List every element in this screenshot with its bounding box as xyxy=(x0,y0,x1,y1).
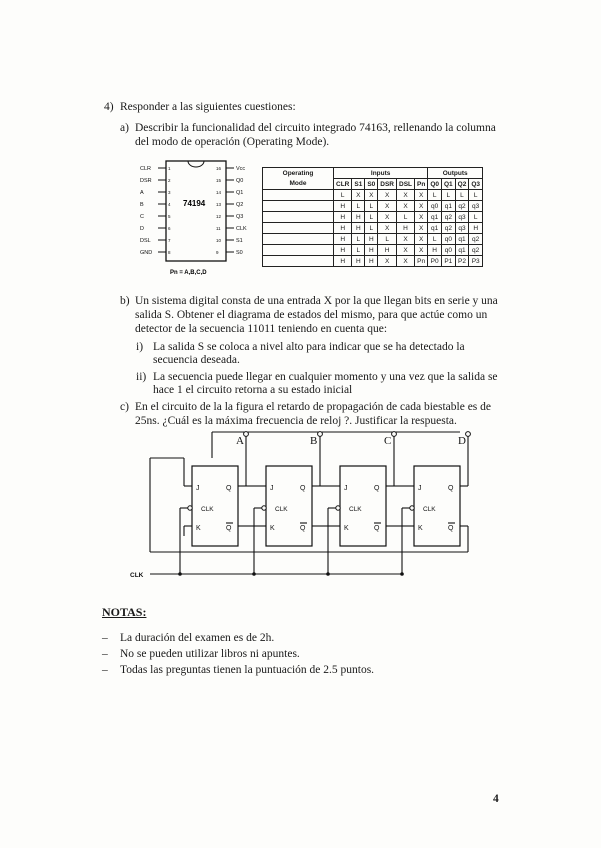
part-c-label: c) xyxy=(120,401,129,413)
output-terminal xyxy=(244,432,249,437)
table-cell: H xyxy=(334,234,352,245)
clock-inversion-bubble xyxy=(262,506,266,510)
part-a-label: a) xyxy=(120,122,129,134)
clock-inversion-bubble xyxy=(188,506,192,510)
ic-pin-number: 12 xyxy=(216,214,222,219)
table-subheader: DSL xyxy=(397,179,415,190)
jk-flipflop xyxy=(414,466,460,546)
ff-clk-label: CLK xyxy=(349,506,362,513)
ff-clk-label: CLK xyxy=(275,506,288,513)
ic-left-pin-label: DSR xyxy=(140,178,152,184)
table-cell: L xyxy=(469,212,483,223)
operating-mode-cell[interactable] xyxy=(263,201,334,212)
ic-left-pin-label: B xyxy=(140,202,144,208)
table-cell: X xyxy=(378,256,397,267)
ff-clk-label: CLK xyxy=(423,506,436,513)
table-subheader: S0 xyxy=(365,179,378,190)
table-cell: L xyxy=(428,190,442,201)
table-cell: L xyxy=(334,190,352,201)
ff-qbar-label: Q xyxy=(300,525,306,532)
ff-j-label: J xyxy=(344,485,348,492)
part-a-line1: Describir la funcionalidad del circuito integrado 74163, rellenando la columna xyxy=(135,122,496,134)
output-label-c: C xyxy=(384,435,392,447)
table-cell: q1 xyxy=(455,234,469,245)
table-cell: q2 xyxy=(441,212,455,223)
table-cell: L xyxy=(441,190,455,201)
part-b-line2: salida S. Obtener el diagrama de estados del mismo, para que actúe como un xyxy=(135,309,488,321)
ic-pin-number: 2 xyxy=(168,178,171,183)
jk-flipflop xyxy=(192,466,238,546)
table-cell: X xyxy=(397,234,415,245)
ic-left-pin-label: DSL xyxy=(140,238,151,244)
clk-input-label: CLK xyxy=(130,572,144,578)
table-cell: q3 xyxy=(455,212,469,223)
ff-q-label: Q xyxy=(226,485,232,492)
table-cell: q1 xyxy=(455,245,469,256)
table-row xyxy=(263,201,483,212)
table-cell: H xyxy=(352,223,365,234)
ic-pin-number: 9 xyxy=(216,250,219,255)
table-cell: L xyxy=(397,212,415,223)
ic-left-pin-label: CLR xyxy=(140,166,152,172)
ff-q-label: Q xyxy=(300,485,306,492)
ff-qbar-label: Q xyxy=(226,525,232,532)
question-number: 4) xyxy=(104,101,114,113)
operating-mode-cell[interactable] xyxy=(263,256,334,267)
table-cell: H xyxy=(428,245,442,256)
table-cell: L xyxy=(365,223,378,234)
ic-right-pin-label: S1 xyxy=(236,238,243,244)
note-bullet: – xyxy=(102,664,108,676)
table-cell: q0 xyxy=(428,201,442,212)
clock-inversion-bubble xyxy=(336,506,340,510)
table-cell: X xyxy=(415,201,428,212)
part-b-ii-label: ii) xyxy=(136,371,147,383)
col-operating: Operating xyxy=(263,168,334,179)
table-cell: L xyxy=(352,201,365,212)
operating-mode-table xyxy=(262,167,483,267)
table-cell: L xyxy=(455,190,469,201)
ff-j-label: J xyxy=(196,485,200,492)
table-cell: H xyxy=(334,245,352,256)
table-cell: q0 xyxy=(441,245,455,256)
ic-right-pin-label: CLK xyxy=(236,226,247,232)
ic-left-pin-label: C xyxy=(140,214,144,220)
part-b-i-label: i) xyxy=(136,341,144,353)
operating-mode-cell[interactable] xyxy=(263,190,334,201)
ic-pin-number: 3 xyxy=(168,190,171,195)
table-cell: L xyxy=(352,245,365,256)
ic-right-pin-label: S0 xyxy=(236,250,243,256)
ic-left-pin-label: D xyxy=(140,226,144,232)
operating-mode-cell[interactable] xyxy=(263,234,334,245)
table-row xyxy=(263,212,483,223)
table-cell: q1 xyxy=(428,212,442,223)
output-terminal xyxy=(318,432,323,437)
part-b-label: b) xyxy=(120,295,130,307)
note-item xyxy=(102,660,374,678)
part-b-i-line2: secuencia deseada. xyxy=(153,354,240,366)
output-label-d: D xyxy=(458,435,466,447)
table-subheader: Q0 xyxy=(428,179,442,190)
table-cell: H xyxy=(365,256,378,267)
operating-mode-cell[interactable] xyxy=(263,223,334,234)
table-cell: L xyxy=(352,234,365,245)
table-cell: H xyxy=(469,223,483,234)
ic-74194-body xyxy=(166,161,226,261)
table-cell: Pn xyxy=(415,256,428,267)
table-subheader: Q3 xyxy=(469,179,483,190)
ic-pin-number: 11 xyxy=(216,226,221,231)
operating-mode-cell[interactable] xyxy=(263,245,334,256)
output-terminal xyxy=(466,432,471,437)
part-a-line2: del modo de operación (Operating Mode). xyxy=(135,136,330,148)
jk-flipflop-circuit xyxy=(130,428,490,578)
operating-mode-cell[interactable] xyxy=(263,212,334,223)
ic-pin-number: 13 xyxy=(216,202,222,207)
page-number: 4 xyxy=(493,793,499,805)
ic-pin-number: 5 xyxy=(168,214,171,219)
col-mode: Mode xyxy=(263,179,334,190)
question-heading: Responder a las siguientes cuestiones: xyxy=(120,101,296,113)
ff-j-label: J xyxy=(418,485,422,492)
ic-left-pin-label: GND xyxy=(140,250,153,256)
table-cell: q2 xyxy=(455,201,469,212)
table-cell: H xyxy=(334,201,352,212)
ic-right-pin-label: Q3 xyxy=(236,214,244,220)
ic-right-pin-label: Q1 xyxy=(236,190,244,196)
output-label-a: A xyxy=(236,435,244,447)
col-outputs: Outputs xyxy=(428,168,483,179)
ic-pin-number: 1 xyxy=(168,166,171,171)
table-row xyxy=(263,190,483,201)
table-subheader: Pn xyxy=(415,179,428,190)
output-terminal xyxy=(392,432,397,437)
table-cell: L xyxy=(469,190,483,201)
table-row xyxy=(263,223,483,234)
table-cell: X xyxy=(352,190,365,201)
table-cell: X xyxy=(415,190,428,201)
part-b-i-line1: La salida S se coloca a nivel alto para indicar que se ha detectado la xyxy=(153,341,465,353)
table-cell: H xyxy=(365,234,378,245)
ic-right-pin-label: Vcc xyxy=(236,166,246,172)
ic-left-pin-label: A xyxy=(140,190,144,196)
table-cell: X xyxy=(378,212,397,223)
note-text: Todas las preguntas tienen la puntuación de 2.5 puntos. xyxy=(120,664,375,676)
ff-clk-label: CLK xyxy=(201,506,214,513)
ff-k-label: K xyxy=(418,525,423,532)
output-label-b: B xyxy=(310,435,318,447)
ic-caption: Pn = A,B,C,D xyxy=(170,270,207,276)
table-cell: X xyxy=(415,234,428,245)
table-subheader: Q1 xyxy=(441,179,455,190)
ic-pin-number: 14 xyxy=(216,190,222,195)
note-text: No se pueden utilizar libros ni apuntes. xyxy=(120,648,300,660)
table-cell: X xyxy=(378,223,397,234)
table-cell: X xyxy=(378,201,397,212)
jk-flipflop xyxy=(266,466,312,546)
notes-title: NOTAS: xyxy=(102,605,147,619)
part-c-line2: 25ns. ¿Cuál es la máxima frecuencia de reloj ?. Justificar la respuesta. xyxy=(135,415,457,427)
col-inputs: Inputs xyxy=(334,168,428,179)
table-row xyxy=(263,245,483,256)
table-row xyxy=(263,256,483,267)
table-cell: q3 xyxy=(469,201,483,212)
ff-q-label: Q xyxy=(374,485,380,492)
table-cell: P1 xyxy=(441,256,455,267)
table-cell: X xyxy=(378,190,397,201)
table-cell: H xyxy=(352,212,365,223)
table-cell: H xyxy=(334,223,352,234)
note-text: La duración del examen es de 2h. xyxy=(120,632,275,644)
table-cell: P2 xyxy=(455,256,469,267)
table-cell: P0 xyxy=(428,256,442,267)
table-cell: q3 xyxy=(455,223,469,234)
ff-q-label: Q xyxy=(448,485,454,492)
table-cell: L xyxy=(428,234,442,245)
ic-pin-number: 7 xyxy=(168,238,171,243)
table-subheader: Q2 xyxy=(455,179,469,190)
ff-qbar-label: Q xyxy=(448,525,454,532)
table-cell: X xyxy=(397,256,415,267)
table-cell: q1 xyxy=(441,201,455,212)
table-cell: X xyxy=(397,201,415,212)
table-cell: H xyxy=(365,245,378,256)
table-cell: q1 xyxy=(428,223,442,234)
ic-right-pin-label: Q2 xyxy=(236,202,244,208)
note-bullet: – xyxy=(102,648,108,660)
table-cell: q2 xyxy=(469,234,483,245)
ic-pin-number: 15 xyxy=(216,178,222,183)
clock-inversion-bubble xyxy=(410,506,414,510)
table-cell: q2 xyxy=(469,245,483,256)
table-cell: X xyxy=(415,223,428,234)
part-b-line3: detector de la secuencia 11011 teniendo en cuenta que: xyxy=(135,323,388,335)
ic-pin-number: 8 xyxy=(168,250,171,255)
ff-k-label: K xyxy=(344,525,349,532)
ic-74194-diagram xyxy=(140,156,260,280)
table-cell: P3 xyxy=(469,256,483,267)
ff-k-label: K xyxy=(270,525,275,532)
note-bullet: – xyxy=(102,632,108,644)
table-cell: L xyxy=(365,201,378,212)
table-cell: X xyxy=(397,245,415,256)
ff-qbar-label: Q xyxy=(374,525,380,532)
table-cell: L xyxy=(365,212,378,223)
table-cell: H xyxy=(378,245,397,256)
table-cell: X xyxy=(415,245,428,256)
ic-pin-number: 10 xyxy=(216,238,222,243)
table-subheader: DSR xyxy=(378,179,397,190)
table-cell: X xyxy=(415,212,428,223)
part-b-line1: Un sistema digital consta de una entrada X por la que llegan bits en serie y una xyxy=(135,295,498,307)
part-c-line1: En el circuito de la la figura el retardo de propagación de cada biestable es de xyxy=(135,401,492,413)
ic-name: 74194 xyxy=(183,199,206,208)
table-cell: H xyxy=(334,212,352,223)
table-cell: H xyxy=(352,256,365,267)
table-cell: q2 xyxy=(441,223,455,234)
table-cell: L xyxy=(378,234,397,245)
table-cell: X xyxy=(397,190,415,201)
table-cell: q0 xyxy=(441,234,455,245)
ic-pin-number: 16 xyxy=(216,166,222,171)
jk-flipflop xyxy=(340,466,386,546)
ic-pin-number: 6 xyxy=(168,226,171,231)
part-b-ii-line2: hace 1 el circuito retorna a su estado inicial xyxy=(153,384,353,396)
table-subheader: CLR xyxy=(334,179,352,190)
table-cell: X xyxy=(365,190,378,201)
ic-pin-number: 4 xyxy=(168,202,171,207)
table-cell: H xyxy=(397,223,415,234)
ff-j-label: J xyxy=(270,485,274,492)
table-row xyxy=(263,234,483,245)
table-cell: H xyxy=(334,256,352,267)
ff-k-label: K xyxy=(196,525,201,532)
ic-right-pin-label: Q0 xyxy=(236,178,244,184)
table-subheader: S1 xyxy=(352,179,365,190)
part-b-ii-line1: La secuencia puede llegar en cualquier momento y una vez que la salida se xyxy=(153,371,498,383)
